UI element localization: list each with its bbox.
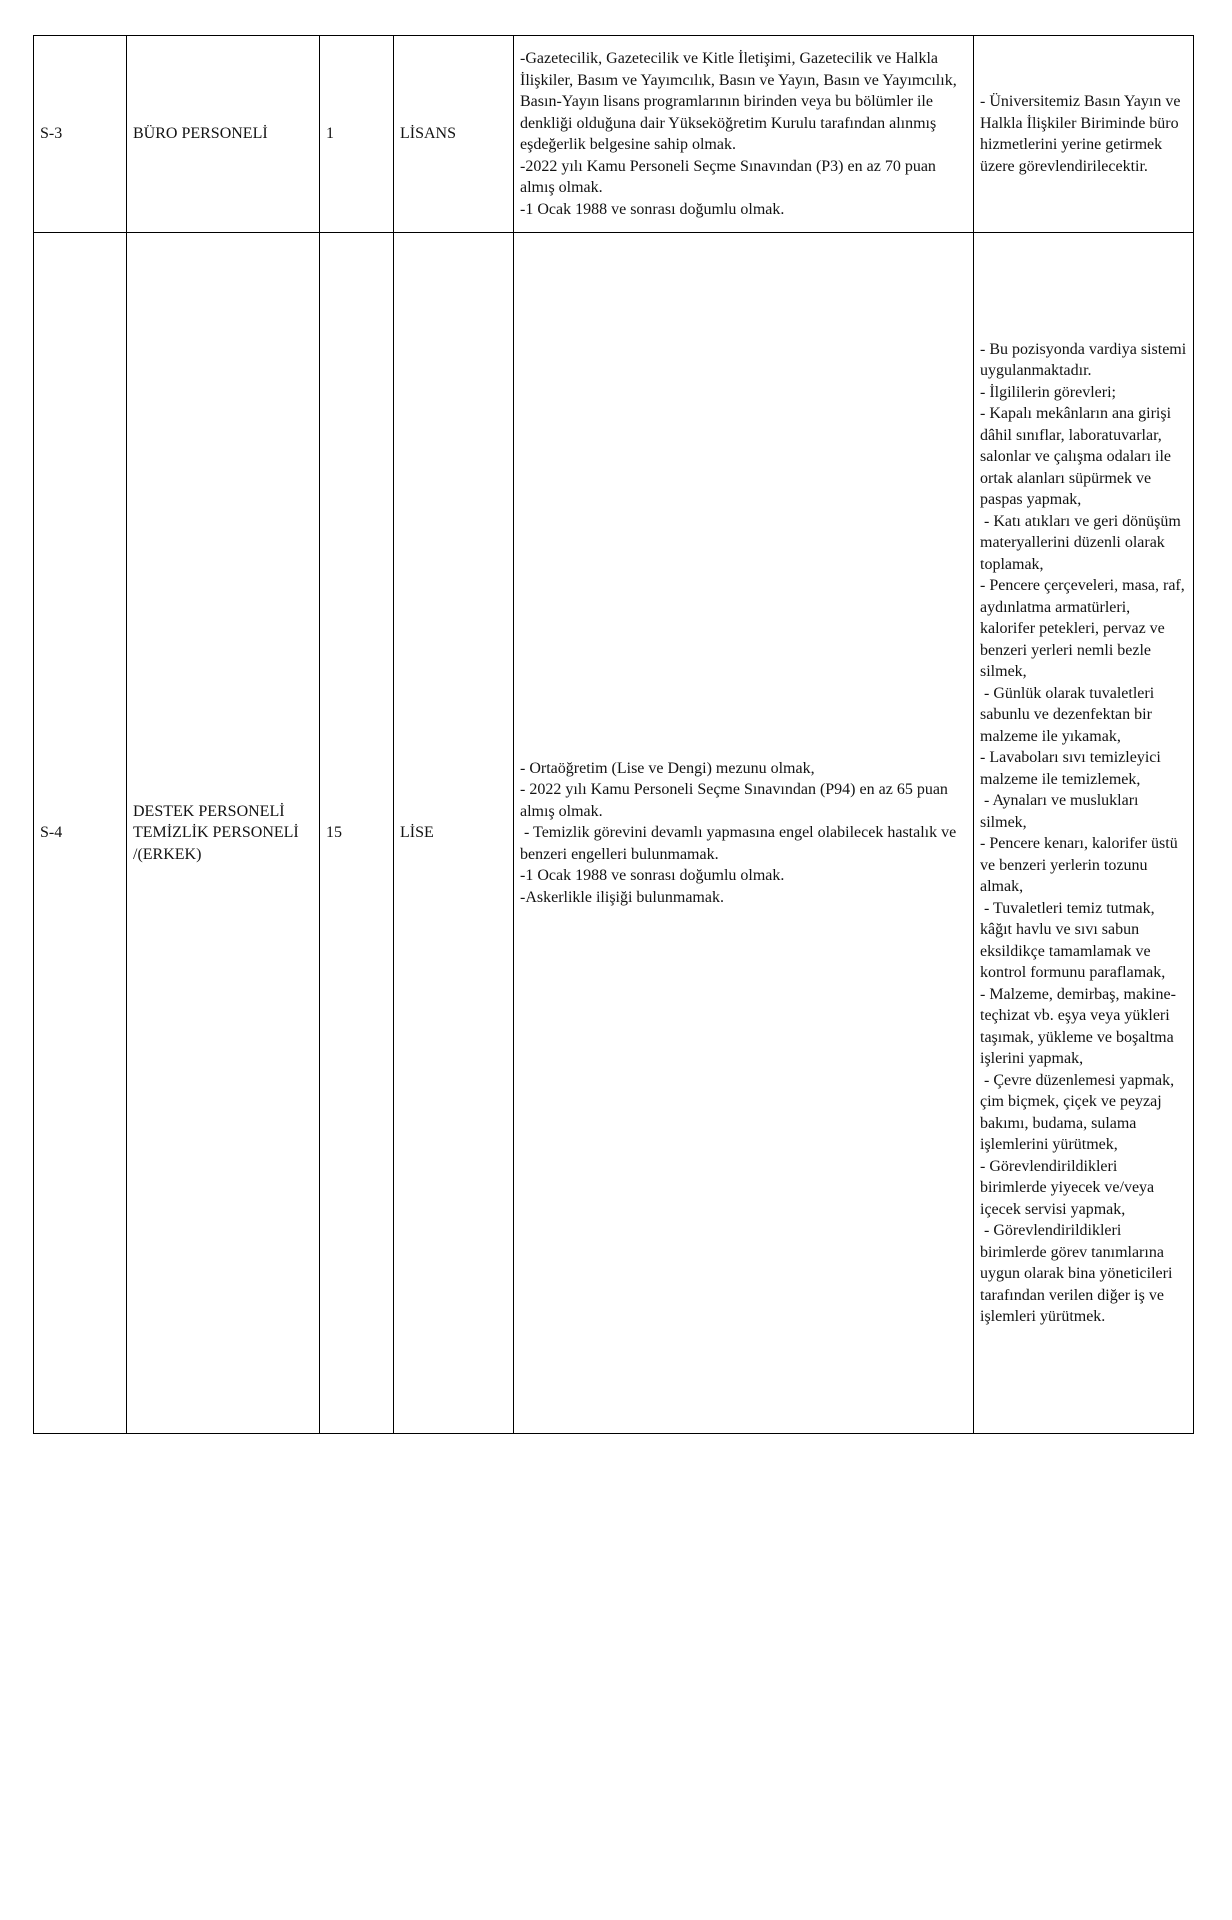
cell-education-level: LİSE: [394, 233, 514, 1434]
table-row-s3: [34, 36, 1194, 233]
text-line: -1 Ocak 1988 ve sonrası doğumlu olmak.: [520, 200, 785, 218]
text-line: - Ortaöğretim (Lise ve Dengi) mezunu olmak,: [520, 759, 815, 777]
text-line: - Temizlik görevini devamlı yapmasına engel olabilecek hastalık ve benzeri engelleri bulunmamak.: [520, 824, 961, 863]
text-line: - Görevlendirildikleri birimlerde görev tanımlarına uygun olarak bina yöneticileri tarafından verilen diğer iş ve işlemleri yürütmek.: [980, 1222, 1177, 1325]
cell-vacancy-count: 15: [320, 233, 394, 1434]
text-line: - Malzeme, demirbaş, makine-teçhizat vb. eşya veya yükleri taşımak, yükleme ve boşaltma işlerini yapmak,: [980, 985, 1178, 1067]
text-line: - İlgililerin görevleri;: [980, 383, 1116, 401]
cell-duties: [974, 36, 1194, 233]
cell-requirements: [514, 233, 974, 1434]
job-postings-table: [33, 35, 1194, 1434]
text-line: - Pencere kenarı, kalorifer üstü ve benzeri yerlerin tozunu almak,: [980, 835, 1182, 895]
text-line: - Katı atıkları ve geri dönüşüm materyallerini düzenli olarak toplamak,: [980, 512, 1185, 573]
cell-position-code: S-3: [34, 36, 127, 233]
cell-position-code: S-4: [34, 233, 127, 1434]
cell-vacancy-count: 1: [320, 36, 394, 233]
requirements-list: [520, 758, 967, 909]
cell-education-level: LİSANS: [394, 36, 514, 233]
duties-list: [980, 339, 1191, 1328]
text-line: - Görevlendirildikleri birimlerde yiyecek ve/veya içecek servisi yapmak,: [980, 1157, 1159, 1218]
requirements-list: [520, 48, 967, 220]
text-line: - Kapalı mekânların ana girişi dâhil sınıflar, laboratuvarlar, salonlar ve çalışma odaları ile ortak alanları süpürmek ve paspas yapmak,: [980, 405, 1176, 508]
text-line: - Lavaboları sıvı temizleyici malzeme ile temizlemek,: [980, 749, 1165, 788]
text-line: -Askerlikle ilişiği bulunmamak.: [520, 888, 724, 906]
text-line: - Üniversitemiz Basın Yayın ve Halkla İlişkiler Biriminde büro hizmetlerini yerine getirmek üzere görevlendirilecektir.: [980, 93, 1185, 175]
cell-duties: [974, 233, 1194, 1434]
text-line: -1 Ocak 1988 ve sonrası doğumlu olmak.: [520, 867, 785, 885]
duties-list: [980, 91, 1187, 177]
cell-position-title: DESTEK PERSONELİ TEMİZLİK PERSONELİ /(ERKEK): [127, 233, 320, 1434]
text-line: - 2022 yılı Kamu Personeli Seçme Sınavından (P94) en az 65 puan almış olmak.: [520, 781, 952, 820]
table-row-s4: [34, 233, 1194, 1434]
text-line: -2022 yılı Kamu Personeli Seçme Sınavından (P3) en az 70 puan almış olmak.: [520, 157, 940, 196]
text-line: - Aynaları ve muslukları silmek,: [980, 792, 1143, 831]
text-line: - Günlük olarak tuvaletleri sabunlu ve dezenfektan bir malzeme ile yıkamak,: [980, 684, 1159, 745]
cell-requirements: [514, 36, 974, 233]
text-line: - Tuvaletleri temiz tutmak, kâğıt havlu ve sıvı sabun eksildikçe tamamlamak ve kontrol formunu paraflamak,: [980, 899, 1166, 981]
cell-position-title: BÜRO PERSONELİ: [127, 36, 320, 233]
text-line: - Pencere çerçeveleri, masa, raf, aydınlatma armatürleri, kalorifer petekleri, pervaz ve benzeri yerleri nemli bezle silmek,: [980, 577, 1189, 680]
text-line: -Gazetecilik, Gazetecilik ve Kitle İletişimi, Gazetecilik ve Halkla İlişkiler, Basım ve Yayımcılık, Basın ve Yayın, Basın ve Yayımcılık, Basın-Yayın lisans programlarının birinden veya bu bölümler ile denkliği olduğuna dair Yükseköğretim Kurulu tarafından alınmış eşdeğerlik belgesine sahip olmak.: [520, 50, 961, 153]
text-line: - Bu pozisyonda vardiya sistemi uygulanmaktadır.: [980, 340, 1191, 379]
text-line: - Çevre düzenlemesi yapmak, çim biçmek, çiçek ve peyzaj bakımı, budama, sulama işlemlerini yürütmek,: [980, 1071, 1179, 1153]
